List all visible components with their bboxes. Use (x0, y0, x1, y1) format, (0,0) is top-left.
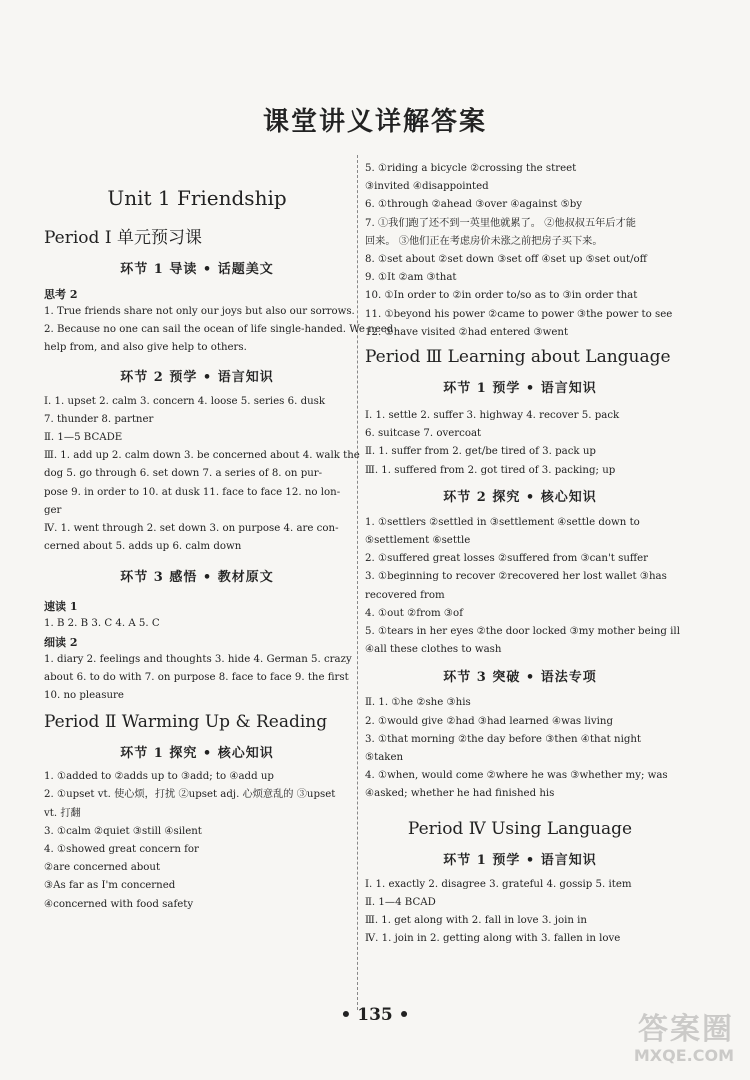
answer-line: 12. ①have visited ②had entered ③went (365, 326, 569, 338)
watermark-url: MXQE.COM (633, 1046, 734, 1065)
answer-line: 7. thunder 8. partner (44, 413, 154, 425)
answer-line: cerned about 5. adds up 6. calm down (44, 541, 242, 553)
subheading: 细读 2 (44, 635, 78, 649)
answer-line: ⑤taken (365, 752, 404, 764)
spacer (365, 480, 675, 488)
spacer (44, 556, 350, 568)
answer-line: Ⅰ. 1. settle 2. suffer 3. highway 4. recover 5. pack (365, 410, 620, 422)
section-title: 环节 1 探究 • 核心知识 (120, 746, 274, 762)
section-title: 环节 2 预学 • 语言知识 (120, 369, 274, 385)
spacer (365, 371, 675, 379)
answer-line: ⑤settlement ⑥settle (365, 535, 471, 547)
answer-line: recovered from (365, 589, 445, 601)
answer-line: 5. ①tears in her eyes ②the door locked ③my mother being ill (365, 626, 680, 638)
section-title: 环节 1 导读 • 话题美文 (120, 262, 274, 277)
answer-line: 6. suitcase 7. overcoat (365, 428, 482, 440)
answer-line: 2. Because no one can sail the ocean of life single-handed. We need (44, 324, 394, 336)
right-column (365, 160, 680, 949)
period-title: Period Ⅳ Using Language (407, 818, 633, 839)
answer-line: ④asked; whether he had finished his (365, 788, 555, 800)
section-title: 环节 3 突破 • 语法专项 (443, 670, 597, 686)
answer-line: 4. ①showed great concern for (44, 844, 199, 856)
answer-line: dog 5. go through 6. set down 7. a series of 8. on pur- (44, 468, 323, 480)
period-title: Period Ⅲ Learning about Language (365, 347, 671, 368)
spacer (44, 252, 350, 260)
answer-line: 1. True friends share not only our joys but also our sorrows. (44, 306, 355, 317)
answer-line: ③invited ④disappointed (365, 181, 489, 193)
answer-line: ④concerned with food safety (44, 898, 194, 910)
answer-line: Ⅳ. 1. went through 2. set down 3. on purpose 4. are con- (44, 523, 339, 535)
answer-line: Ⅱ. 1—4 BCAD (365, 896, 436, 908)
answer-line: 8. ①set about ②set down ③set off ④set up ⑤set out/off (365, 254, 647, 266)
answer-line: ④all these clothes to wash (365, 644, 502, 656)
answer-line: ②are concerned about (44, 862, 161, 874)
answer-line: vt. 打翻 (44, 807, 81, 819)
spacer (44, 588, 350, 598)
answer-line: about 6. to do with 7. on purpose 8. face to face 9. the first (44, 671, 349, 683)
answer-line: pose 9. in order to 10. at dusk 11. face to face 12. no lon- (44, 486, 341, 498)
answer-line: 回来。 ③他们正在考虑房价未涨之前把房子买下来。 (365, 235, 603, 247)
answer-line: 6. ①through ②ahead ③over ④against ⑤by (365, 199, 583, 211)
spacer (365, 843, 675, 851)
answer-line: Ⅲ. 1. add up 2. calm down 3. be concerned about 4. walk the (44, 450, 360, 462)
answer-line: Ⅲ. 1. get along with 2. fall in love 3. join in (365, 915, 587, 927)
answer-line: 1. B 2. B 3. C 4. A 5. C (44, 618, 160, 630)
answer-line: Ⅱ. 1. suffer from 2. get/be tired of 3. pack up (365, 446, 596, 458)
answer-line: 10. no pleasure (44, 690, 124, 702)
answer-line: 1. diary 2. feelings and thoughts 3. hide 4. German 5. crazy (44, 653, 352, 665)
spacer (44, 213, 350, 225)
answer-line: 10. ①In order to ②in order to/so as to ③in order that (365, 290, 638, 302)
subheading: 速读 1 (44, 600, 78, 614)
answer-line: 3. ①beginning to recover ②recovered her lost wallet ③has (365, 571, 667, 583)
answer-line: 2. ①would give ②had ③had learned ④was living (365, 715, 613, 727)
section-title: 环节 3 感悟 • 教材原文 (120, 570, 274, 586)
answer-line: 7. ①我们跑了还不到一英里他就累了。 ②他叔叔五年后才能 (365, 217, 636, 229)
period-title: Period Ⅱ Warming Up & Reading (44, 712, 328, 733)
answer-line: 4. ①when, would come ②where he was ③whether my; was (365, 770, 668, 782)
column-divider (357, 155, 358, 1010)
spacer (44, 358, 350, 368)
answer-line: 3. ①calm ②quiet ③still ④silent (44, 825, 202, 837)
section-title: 环节 2 探究 • 核心知识 (443, 489, 597, 505)
answer-line: 11. ①beyond his power ②came to power ③the power to see (365, 308, 673, 320)
answer-line: 5. ①riding a bicycle ②crossing the street (365, 163, 577, 174)
answer-line: Ⅰ. 1. exactly 2. disagree 3. grateful 4. gossip 5. item (365, 878, 632, 890)
answer-line: ger (44, 504, 62, 516)
spacer (365, 659, 675, 668)
section-title: 环节 1 预学 • 语言知识 (443, 852, 597, 868)
answer-line: 9. ①It ②am ③that (365, 272, 457, 284)
period-title: Period Ⅰ 单元预习课 (44, 228, 202, 248)
section-title: 环节 1 预学 • 语言知识 (443, 381, 597, 397)
spacer (365, 399, 675, 407)
answer-line: 1. ①added to ②adds up to ③add; to ④add up (44, 771, 274, 783)
answer-line: help from, and also give help to others. (44, 342, 247, 354)
answer-line: 2. ①suffered great losses ②suffered from ③can't suffer (365, 553, 649, 565)
answer-line: Ⅱ. 1—5 BCADE (44, 432, 123, 444)
spacer (44, 736, 350, 744)
answer-line: Ⅲ. 1. suffered from 2. got tired of 3. packing; up (365, 464, 616, 476)
answer-line: 4. ①out ②from ③of (365, 607, 463, 619)
unit-title: Unit 1 Friendship (107, 186, 287, 210)
answer-line: Ⅱ. 1. ①he ②she ③his (365, 697, 471, 709)
answer-line: Ⅰ. 1. upset 2. calm 3. concern 4. loose 5. series 6. dusk (44, 395, 326, 407)
answer-line: 3. ①that morning ②the day before ③then ④that night (365, 733, 641, 745)
answer-line: Ⅳ. 1. join in 2. getting along with 3. fallen in love (365, 933, 621, 945)
page-number: • 135 • (340, 1005, 410, 1025)
answer-line: ③As far as I'm concerned (44, 880, 176, 892)
watermark-logo-text: 答案圈 (638, 1012, 734, 1047)
answer-line: 2. ①upset vt. 使心烦，打扰 ②upset adj. 心烦意乱的 ③upset (44, 789, 336, 801)
page-title: 课堂讲义详解答案 (262, 107, 487, 137)
subheading: 思考 2 (44, 288, 78, 301)
answer-line: 1. ①settlers ②settled in ③settlement ④settle down to (365, 516, 640, 528)
watermark-logo (608, 1002, 740, 1072)
spacer (365, 804, 675, 816)
